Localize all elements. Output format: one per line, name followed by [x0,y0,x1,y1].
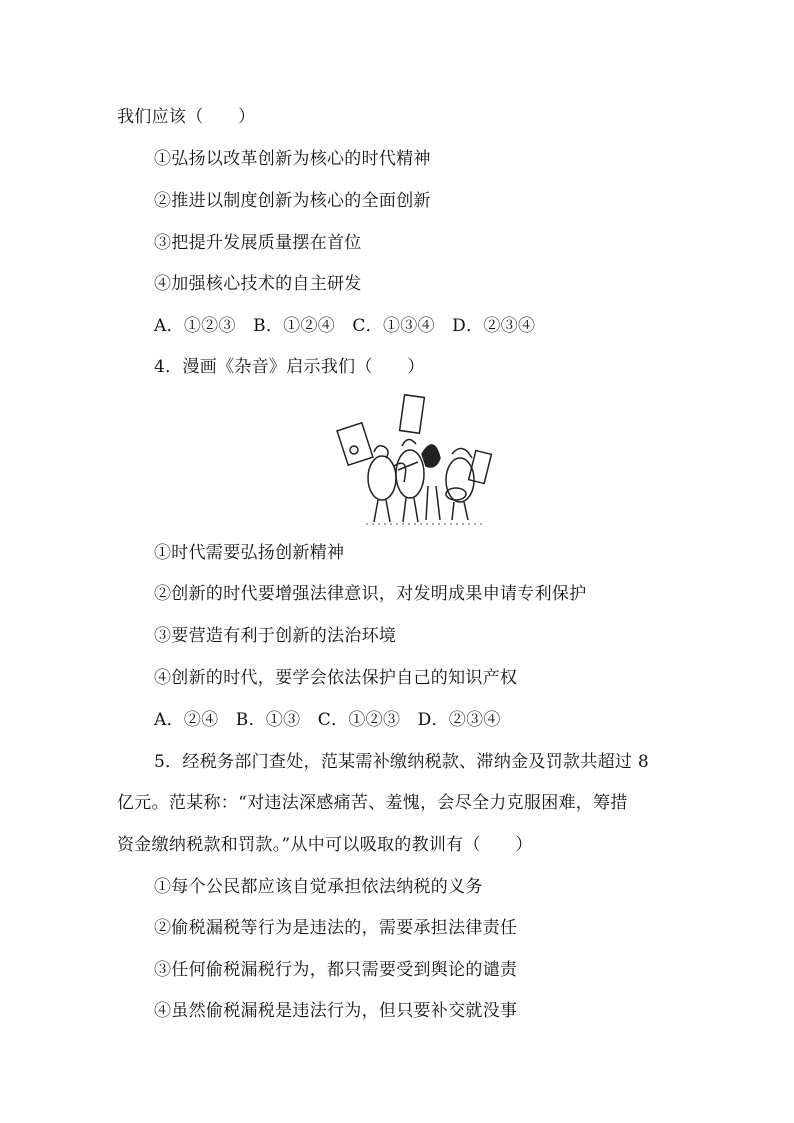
q3-option-1: ①弘扬以改革创新为核心的时代精神 [154,149,431,169]
q4-choices: A．②④ B．①③ C．①②③ D．②③④ [154,710,501,730]
q3-choices: A．①②③ B．①②④ C．①③④ D．②③④ [154,316,536,336]
q4-option-4: ④创新的时代，要学会依法保护自己的知识产权 [154,668,518,688]
q5-option-4: ④虽然偷税漏税是违法行为，但只要补交就没事 [154,1001,518,1021]
q4-option-3: ③要营造有利于创新的法治环境 [154,626,397,646]
q3-stem-continuation: 我们应该（ ） [117,107,256,127]
q4-option-2: ②创新的时代要增强法律意识，对发明成果申请专利保护 [154,584,587,604]
q3-option-2: ②推进以制度创新为核心的全面创新 [154,191,431,211]
q5-stem-line-2: 亿元。范某称：“对违法深感痛苦、羞愧，会尽全力克服困难，筹措 [117,793,628,813]
q5-stem-line-1: 5．经税务部门查处，范某需补缴纳税款、滞纳金及罚款共超过 8 [154,752,650,772]
q3-option-4: ④加强核心技术的自主研发 [154,274,362,294]
q5-option-3: ③任何偷税漏税行为，都只需要受到舆论的谴责 [154,960,518,980]
q3-option-3: ③把提升发展质量摆在首位 [154,233,362,253]
q4-stem: 4．漫画《杂音》启示我们（ ） [154,357,425,377]
q5-stem-line-3: 资金缴纳税款和罚款。”从中可以吸取的教训有（ ） [117,835,533,855]
q5-option-1: ①每个公民都应该自觉承担依法纳税的义务 [154,877,483,897]
cartoon-noise-illustration [336,390,496,528]
q4-option-1: ①时代需要弘扬创新精神 [154,543,345,563]
q5-option-2: ②偷税漏税等行为是违法的，需要承担法律责任 [154,918,518,938]
